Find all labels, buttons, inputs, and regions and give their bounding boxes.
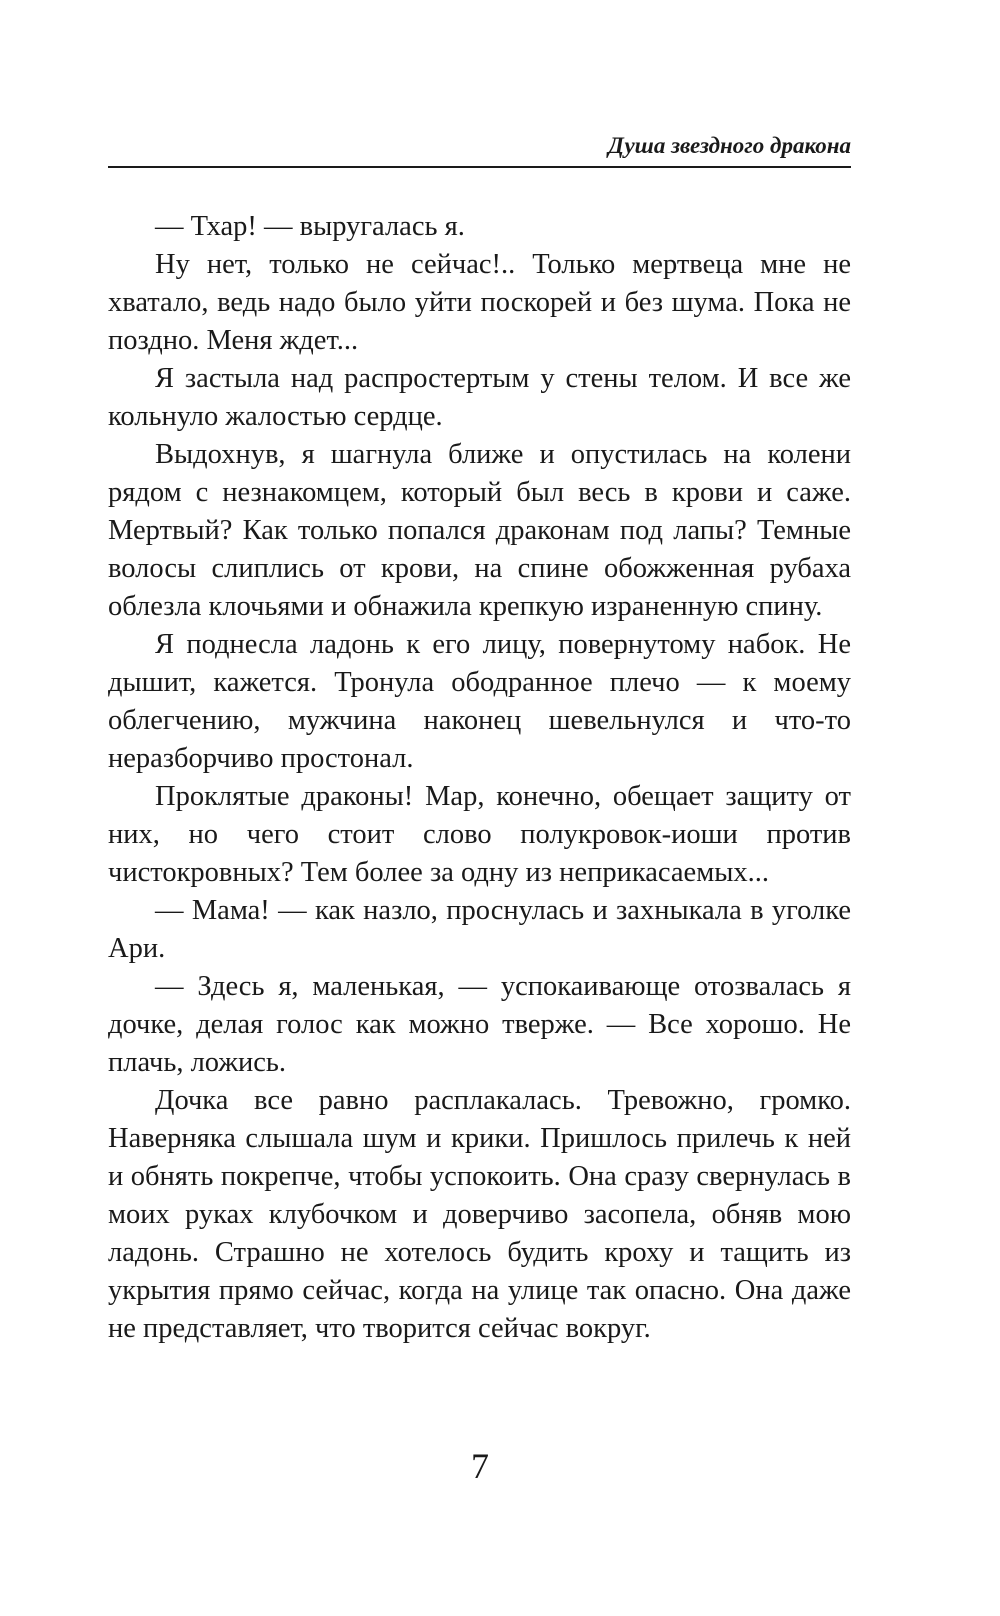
paragraph: Я застыла над распростертым у стены телом. И все же кольнуло жалостью сердце. xyxy=(108,363,851,432)
paragraph: Я поднесла ладонь к его лицу, повернутому набок. Не дышит, кажется. Тронула ободранное плечо — к моему облегчению, мужчина наконец шевельнулся и что-то неразборчиво простонал. xyxy=(108,629,851,774)
paragraph: Выдохнув, я шагнула ближе и опустилась на колени рядом с незнакомцем, который был весь в крови и саже. Мертвый? Как только попался драконам под лапы? Темные волосы слиплись от крови, на спине обожженная рубаха облезла клочьями и обнажила крепкую израненную спину. xyxy=(108,439,851,622)
running-header-title: Душа звездного дракона xyxy=(608,133,851,158)
paragraph: — Мама! — как назло, проснулась и захныкала в уголке Ари. xyxy=(108,895,851,964)
paragraph: Ну нет, только не сейчас!.. Только мертвеца мне не хватало, ведь надо было уйти поскорей и без шума. Пока не поздно. Меня ждет... xyxy=(108,249,851,356)
paragraph: Проклятые драконы! Мар, конечно, обещает защиту от них, но чего стоит слово полукровок-иоши против чистокровных? Тем более за одну из неприкасаемых... xyxy=(108,781,851,888)
header-rule xyxy=(108,166,851,168)
paragraph: — Здесь я, маленькая, — успокаивающе отозвалась я дочке, делая голос как можно тверже. — Все хорошо. Не плачь, ложись. xyxy=(108,971,851,1078)
paragraph: Дочка все равно расплакалась. Тревожно, громко. Наверняка слышала шум и крики. Пришлось прилечь к ней и обнять покрепче, чтобы успокоить. Она сразу свернулась в моих руках клубочком и доверчиво засопела, обняв мою ладонь. Страшно не хотелось будить кроху и тащить из укрытия прямо сейчас, когда на улице так опасно. Она даже не представляет, что творится сейчас вокруг. xyxy=(108,1085,851,1344)
body-text xyxy=(108,208,851,1348)
page-number: 7 xyxy=(471,1446,489,1486)
paragraph: — Тхар! — выругалась я. xyxy=(155,211,465,242)
